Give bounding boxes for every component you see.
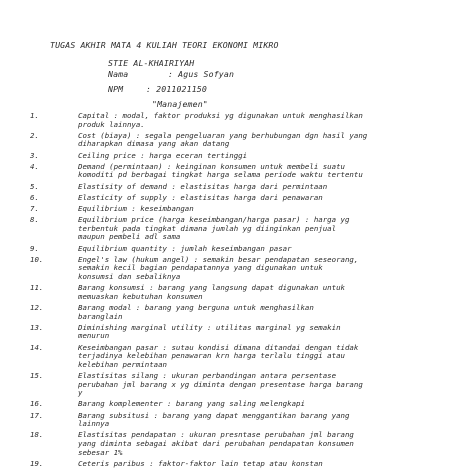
document-title: TUGAS AKHIR MATA 4 KULIAH TEORI EKONOMI MIKRO: [50, 40, 279, 50]
list-item-line: yang diminta sebagai akibat dari perubahan pendapatan konsumen: [78, 438, 354, 448]
list-item-line: Cost (biaya) : segala pengeluaran yang berhubungan dgn hasil yang: [78, 130, 368, 140]
list-item-number: 9.: [30, 243, 39, 253]
list-item-number: 19.: [30, 458, 44, 468]
list-item-text: [78, 400, 414, 409]
name-value: : Agus Sofyan: [168, 69, 235, 79]
list-item-text: [78, 245, 414, 254]
list-item-text: [78, 152, 414, 161]
list-item-text: [78, 324, 414, 341]
list-item-line: Keseimbangan pasar : sutau kondisi dimana ditandai dengan tidak: [78, 342, 359, 352]
list-item-text: [78, 132, 414, 149]
list-item-line: Elastisity of demand : elastisitas harga dari permintaan: [78, 181, 328, 191]
list-item-line: terjadinya kelebihan penawaran krn harga terlalu tinggi atau: [78, 351, 345, 361]
list-item-line: menurun: [78, 331, 110, 341]
list-item-line: perubahan jml barang x yg diminta dengan presentase harga barang: [78, 379, 363, 389]
list-item-line: diharapkan dimasa yang akan datang: [78, 139, 230, 149]
list-item-line: Equilibrium price (harga keseimbangan/harga pasar) : harga yg: [78, 215, 350, 225]
list-item-line: Demand (permintaan) : keinginan konsumen untuk membeli suatu: [78, 161, 345, 171]
list-item-line: komoditi pd berbagai tingkat harga selama periode waktu tertentu: [78, 170, 363, 180]
list-item-line: produk lainnya.: [78, 119, 145, 129]
list-item-text: [78, 194, 414, 203]
list-item-number: 17.: [30, 410, 44, 420]
list-item-line: terbentuk pada tingkat dimana jumlah yg diinginkan penjual: [78, 223, 337, 233]
list-item-number: 3.: [30, 150, 39, 160]
list-item-line: Equilibrium : keseimbangan: [78, 204, 194, 213]
list-item-number: 8.: [30, 215, 39, 225]
list-item-number: 5.: [30, 181, 39, 191]
list-item-text: [78, 205, 414, 214]
list-item-number: 13.: [30, 322, 44, 332]
list-item-line: kelebihan permintaan: [78, 359, 167, 369]
list-item-text: [78, 431, 414, 457]
list-item-line: Barang konsumsi : barang yang langsung dapat digunakan untuk: [78, 283, 345, 293]
list-item-line: y: [78, 388, 83, 398]
npm-label: NPM: [108, 84, 124, 94]
list-item-line: Equilibrium quantity : jumlah keseimbangan pasar: [78, 243, 292, 253]
list-item-line: Engel's law (hukum angel) : semakin besar pendapatan seseorang,: [78, 254, 359, 264]
npm-value: : 2011021150: [146, 84, 207, 94]
list-item-line: Barang modal : barang yang berguna untuk menghasilkan: [78, 303, 314, 312]
student-name-row: [108, 69, 234, 79]
list-item-line: konsumsi dan sebaliknya: [78, 271, 181, 281]
list-item-line: maupun pembeli adl sama: [78, 232, 181, 242]
list-item-line: Barang subsitusi : barang yang dapat menggantikan barang yang: [78, 410, 350, 420]
list-item-text: [78, 216, 414, 242]
list-item-text: [78, 163, 414, 180]
list-item-line: Ceteris paribus : faktor-faktor lain tetap atau konstan: [78, 458, 323, 468]
list-item-number: 18.: [30, 430, 44, 440]
name-label: Nama: [108, 69, 129, 79]
list-item-number: 7.: [30, 204, 39, 213]
list-item-number: 10.: [30, 254, 44, 264]
list-item-text: [78, 372, 414, 398]
list-item-text: [78, 183, 414, 192]
department-name: "Manajemen": [152, 99, 208, 109]
institution-name: STIE AL-KHAIRIYAH: [108, 58, 195, 68]
list-item-text: [78, 412, 414, 429]
list-item-line: Barang komplementer : barang yang saling melengkapi: [78, 399, 305, 409]
list-item-line: Elasticity of supply : elastisitas harga dari penawaran: [78, 192, 323, 202]
list-item-line: semakin kecil bagian pendapatannya yang digunakan untuk: [78, 263, 323, 273]
list-item-line: baranglain: [78, 311, 123, 321]
list-item-number: 11.: [30, 283, 44, 293]
list-item-number: 15.: [30, 371, 44, 380]
list-item-line: sebesar 1%: [78, 447, 123, 457]
list-item-line: Ceiling price : harga eceran tertinggi: [78, 150, 248, 160]
list-item-text: [78, 112, 414, 129]
list-item-text: [78, 256, 414, 282]
list-item-line: Elastisitas pendapatan : ukuran presntase perubahan jml barang: [78, 430, 354, 440]
list-item-number: 1.: [30, 111, 39, 120]
list-item-line: lainnya: [78, 419, 110, 429]
list-item-line: Diminishing marginal utility : utilitas marginal yg semakin: [78, 322, 341, 332]
list-item-number: 2.: [30, 130, 39, 140]
list-item-number: 14.: [30, 342, 44, 352]
list-item-number: 4.: [30, 161, 39, 171]
list-item-text: [78, 304, 414, 321]
list-item-text: [78, 344, 414, 370]
list-item-text: [78, 460, 414, 468]
list-item-number: 16.: [30, 399, 44, 409]
list-item-number: 12.: [30, 303, 44, 312]
list-item-line: Elastisitas silang : ukuran perbandingan antara persentase: [78, 371, 337, 380]
list-item-line: Capital : modal, faktor produksi yg digunakan untuk menghasilkan: [78, 111, 363, 120]
list-item-line: memuaskan kebutuhan konsumen: [78, 291, 203, 301]
list-item-text: [78, 284, 414, 301]
list-item-number: 6.: [30, 192, 39, 202]
student-npm-row: [108, 84, 207, 94]
